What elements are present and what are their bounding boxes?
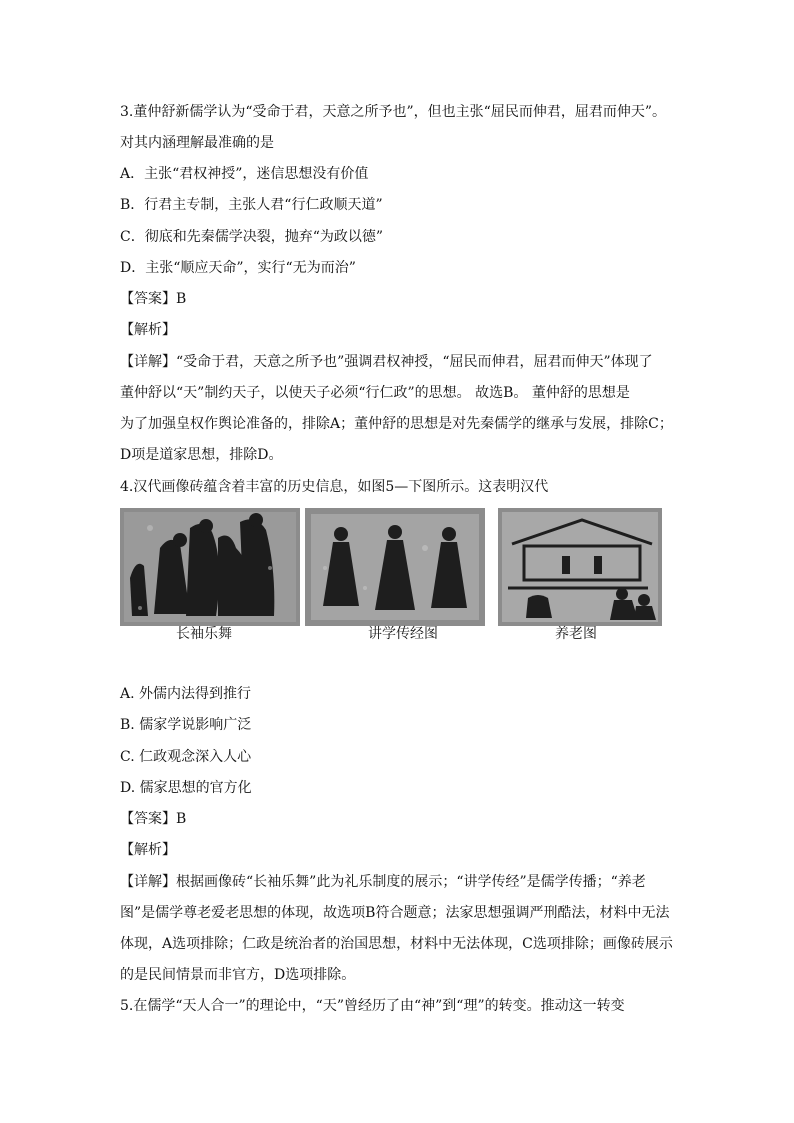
q3-stem-line-2: 对其内涵理解最准确的是 bbox=[120, 135, 274, 151]
q4-option-c: C. 仁政观念深入人心 bbox=[120, 749, 252, 765]
q3-stem-line-1: 3.董仲舒新儒学认为“受命于君，天意之所予也”，但也主张“屈民而伸君，屈君而伸天”。 bbox=[120, 104, 666, 120]
q4-detail-line-4: 的是民间情景而非官方，D选项排除。 bbox=[120, 967, 356, 983]
q4-option-d: D. 儒家思想的官方化 bbox=[120, 780, 252, 796]
q3-option-a: A．主张“君权神授”，迷信思想没有价值 bbox=[120, 166, 369, 182]
q4-answer: 【答案】B bbox=[120, 811, 187, 827]
relief-lecturing-classics-image bbox=[305, 508, 485, 626]
relief-long-sleeve-dance-image bbox=[120, 508, 300, 626]
q3-detail-line-1: 【详解】“受命于君，天意之所予也”强调君权神授，“屈民而伸君，屈君而伸天”体现了 bbox=[120, 354, 653, 370]
q4-detail-line-3: 体现，A选项排除；仁政是统治者的治国思想，材料中无法体现，C选项排除；画像砖展示 bbox=[120, 936, 673, 952]
caption-long-sleeve-dance: 长袖乐舞 bbox=[176, 626, 232, 642]
q5-stem: 5.在儒学“天人合一”的理论中，“天”曾经历了由“神”到“理”的转变。推动这一转变 bbox=[120, 998, 625, 1014]
relief-elderly-care-image bbox=[498, 508, 662, 626]
q3-analysis-label: 【解析】 bbox=[120, 322, 176, 338]
caption-lecturing-classics: 讲学传经图 bbox=[368, 626, 438, 642]
q4-brick-relief-figure bbox=[120, 508, 662, 626]
q4-option-b: B. 儒家学说影响广泛 bbox=[120, 717, 252, 733]
q4-stem: 4.汉代画像砖蕴含着丰富的历史信息，如图5—下图所示。这表明汉代 bbox=[120, 479, 549, 495]
q4-analysis-label: 【解析】 bbox=[120, 842, 176, 858]
q3-detail-line-3: 为了加强皇权作舆论准备的，排除A；董仲舒的思想是对先秦儒学的继承与发展，排除C； bbox=[120, 416, 673, 432]
q3-detail-line-4: D项是道家思想，排除D。 bbox=[120, 447, 283, 463]
q4-option-a: A. 外儒内法得到推行 bbox=[120, 686, 252, 702]
q3-detail-line-2: 董仲舒以“天”制约天子，以使天子必须“行仁政”的思想。 故选B。 董仲舒的思想是 bbox=[120, 385, 630, 401]
q3-option-d: D．主张“顺应天命”，实行“无为而治” bbox=[120, 260, 356, 276]
q3-option-c: C．彻底和先秦儒学决裂，抛弃“为政以德” bbox=[120, 229, 384, 245]
caption-elderly-care: 养老图 bbox=[555, 626, 597, 642]
q3-option-b: B．行君主专制，主张人君“行仁政顺天道” bbox=[120, 197, 383, 213]
q3-answer: 【答案】B bbox=[120, 291, 187, 307]
q4-detail-line-1: 【详解】根据画像砖“长袖乐舞”此为礼乐制度的展示；“讲学传经”是儒学传播；“养老 bbox=[120, 874, 646, 890]
q4-detail-line-2: 图”是儒学尊老爱老思想的体现，故选项B符合题意；法家思想强调严刑酷法，材料中无法 bbox=[120, 905, 670, 921]
